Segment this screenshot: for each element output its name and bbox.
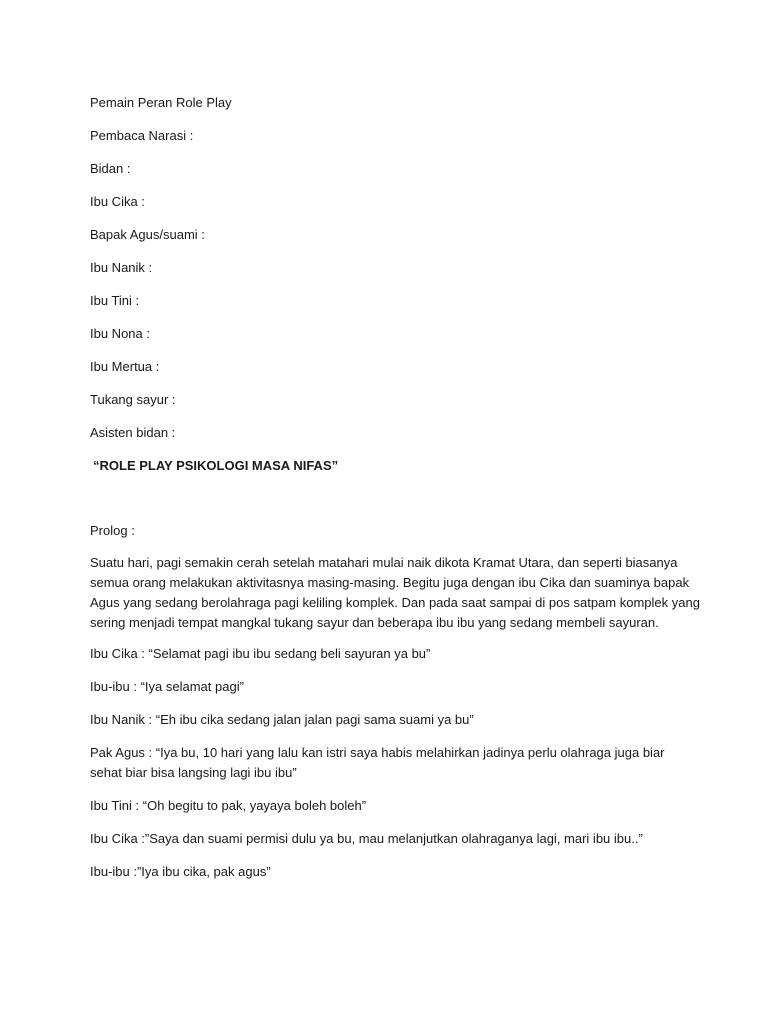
role-item: Ibu Mertua : [90,359,160,374]
dialog-line [90,677,690,697]
dialog-text: Ibu Cika : “Selamat pagi ibu ibu sedang beli sayuran ya bu” [90,646,431,661]
document-title: “ROLE PLAY PSIKOLOGI MASA NIFAS” [93,458,339,473]
prolog-line: Agus yang sedang berolahraga pagi keliling komplek. Dan pada saat sampai di pos satpam komplek yang [90,595,700,610]
role-item: Pembaca Narasi : [90,128,194,143]
dialog-line [90,796,690,816]
document-content [90,94,700,895]
dialog-line [90,710,690,730]
dialog-line [90,862,690,882]
role-item: Ibu Nanik : [90,260,153,275]
prolog-line: sering menjadi tempat mangkal tukang sayur dan beberapa ibu ibu yang sedang membeli sayuran. [90,615,659,630]
dialog-line [90,829,690,849]
dialog-text: Ibu Nanik : “Eh ibu cika sedang jalan jalan pagi sama suami ya bu” [90,712,474,727]
prolog-label: Prolog : [90,523,135,538]
dialog-text: Pak Agus : “Iya bu, 10 hari yang lalu kan istri saya habis melahirkan jadinya perlu olahraga juga biar [90,745,665,760]
roles-heading: Pemain Peran Role Play [90,95,232,110]
prolog-line: semua orang melakukan aktivitasnya masing-masing. Begitu juga dengan ibu Cika dan suaminya bapak [90,575,690,590]
dialog-line [90,743,690,783]
role-item: Ibu Nona : [90,326,150,341]
role-item: Bapak Agus/suami : [90,227,205,242]
dialog-text: Ibu Cika :”Saya dan suami permisi dulu ya bu, mau melanjutkan olahraganya lagi, mari ibu ibu..” [90,831,643,846]
dialog-text: Ibu-ibu :”Iya ibu cika, pak agus” [90,864,271,879]
dialog-text: Ibu-ibu : “Iya selamat pagi” [90,679,244,694]
prolog-line: Suatu hari, pagi semakin cerah setelah matahari mulai naik dikota Kramat Utara, dan seperti biasanya [90,555,678,570]
role-item: Asisten bidan : [90,425,176,440]
role-item: Ibu Cika : [90,194,145,209]
prolog-paragraph [90,553,700,633]
role-item: Ibu Tini : [90,293,140,308]
dialog-text: sehat biar bisa langsing lagi ibu ibu” [90,765,297,780]
dialog-text: Ibu Tini : “Oh begitu to pak, yayaya boleh boleh” [90,798,367,813]
dialog-line [90,644,690,664]
role-list [90,94,690,442]
role-item: Bidan : [90,161,131,176]
role-item: Tukang sayur : [90,392,176,407]
